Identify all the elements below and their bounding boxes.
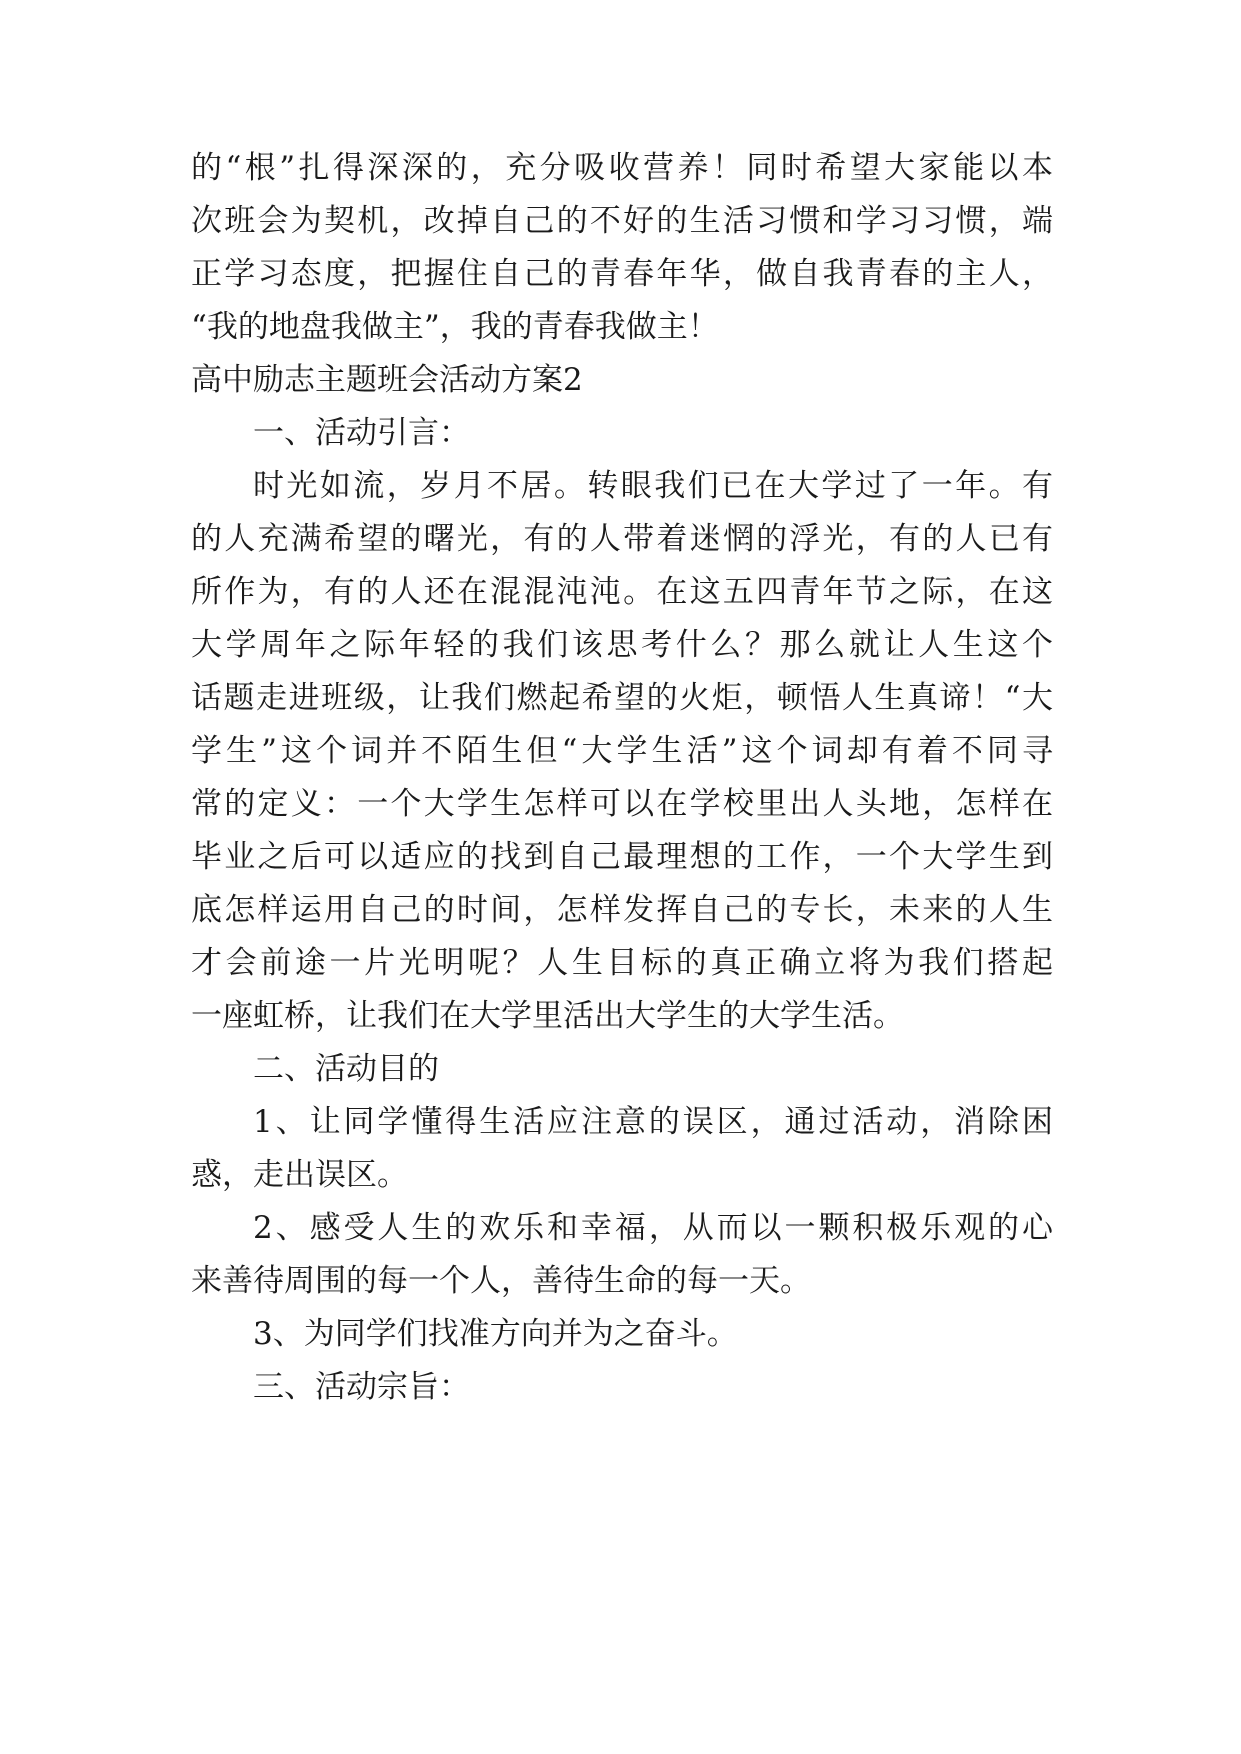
paragraph-line: 话题走进班级，让我们燃起希望的火炬，顿悟人生真谛！“大 [191, 680, 1053, 716]
paragraph-line: 底怎样运用自己的时间，怎样发挥自己的专长，未来的人生 [191, 892, 1053, 928]
paragraph-line: 1、让同学懂得生活应注意的误区，通过活动，消除困 [253, 1104, 1053, 1140]
paragraph-line: 的人充满希望的曙光，有的人带着迷惘的浮光，有的人已有 [191, 521, 1053, 557]
paragraph-line: 来善待周围的每一个人，善待生命的每一天。 [191, 1263, 811, 1299]
heading-purpose: 三、活动宗旨： [253, 1369, 470, 1405]
paragraph-line: 一座虹桥，让我们在大学里活出大学生的大学生活。 [191, 998, 904, 1034]
paragraph-line: 所作为，有的人还在混混沌沌。在这五四青年节之际，在这 [191, 574, 1053, 610]
section-title: 高中励志主题班会活动方案2 [191, 362, 583, 398]
paragraph-line: 毕业之后可以适应的找到自己最理想的工作，一个大学生到 [191, 839, 1053, 875]
paragraph-line: 2、感受人生的欢乐和幸福，从而以一颗积极乐观的心 [253, 1210, 1053, 1246]
paragraph-line: 正学习态度，把握住自己的青春年华，做自我青春的主人， [191, 256, 1053, 292]
paragraph-line: 的“根”扎得深深的，充分吸收营养！同时希望大家能以本 [191, 150, 1053, 186]
paragraph-line: 大学周年之际年轻的我们该思考什么？那么就让人生这个 [191, 627, 1053, 663]
paragraph-line: “我的地盘我做主”，我的青春我做主！ [191, 309, 719, 345]
paragraph-line: 才会前途一片光明呢？人生目标的真正确立将为我们搭起 [191, 945, 1053, 981]
paragraph-line: 学生”这个词并不陌生但“大学生活”这个词却有着不同寻 [191, 733, 1053, 769]
paragraph-line: 惑，走出误区。 [191, 1157, 408, 1193]
heading-goals: 二、活动目的 [253, 1051, 439, 1087]
paragraph-line: 时光如流，岁月不居。转眼我们已在大学过了一年。有 [253, 468, 1053, 504]
paragraph-line: 3、为同学们找准方向并为之奋斗。 [253, 1316, 738, 1352]
paragraph-line: 常的定义：一个大学生怎样可以在学校里出人头地，怎样在 [191, 786, 1053, 822]
heading-introduction: 一、活动引言： [253, 415, 470, 451]
paragraph-line: 次班会为契机，改掉自己的不好的生活习惯和学习习惯，端 [191, 203, 1053, 239]
